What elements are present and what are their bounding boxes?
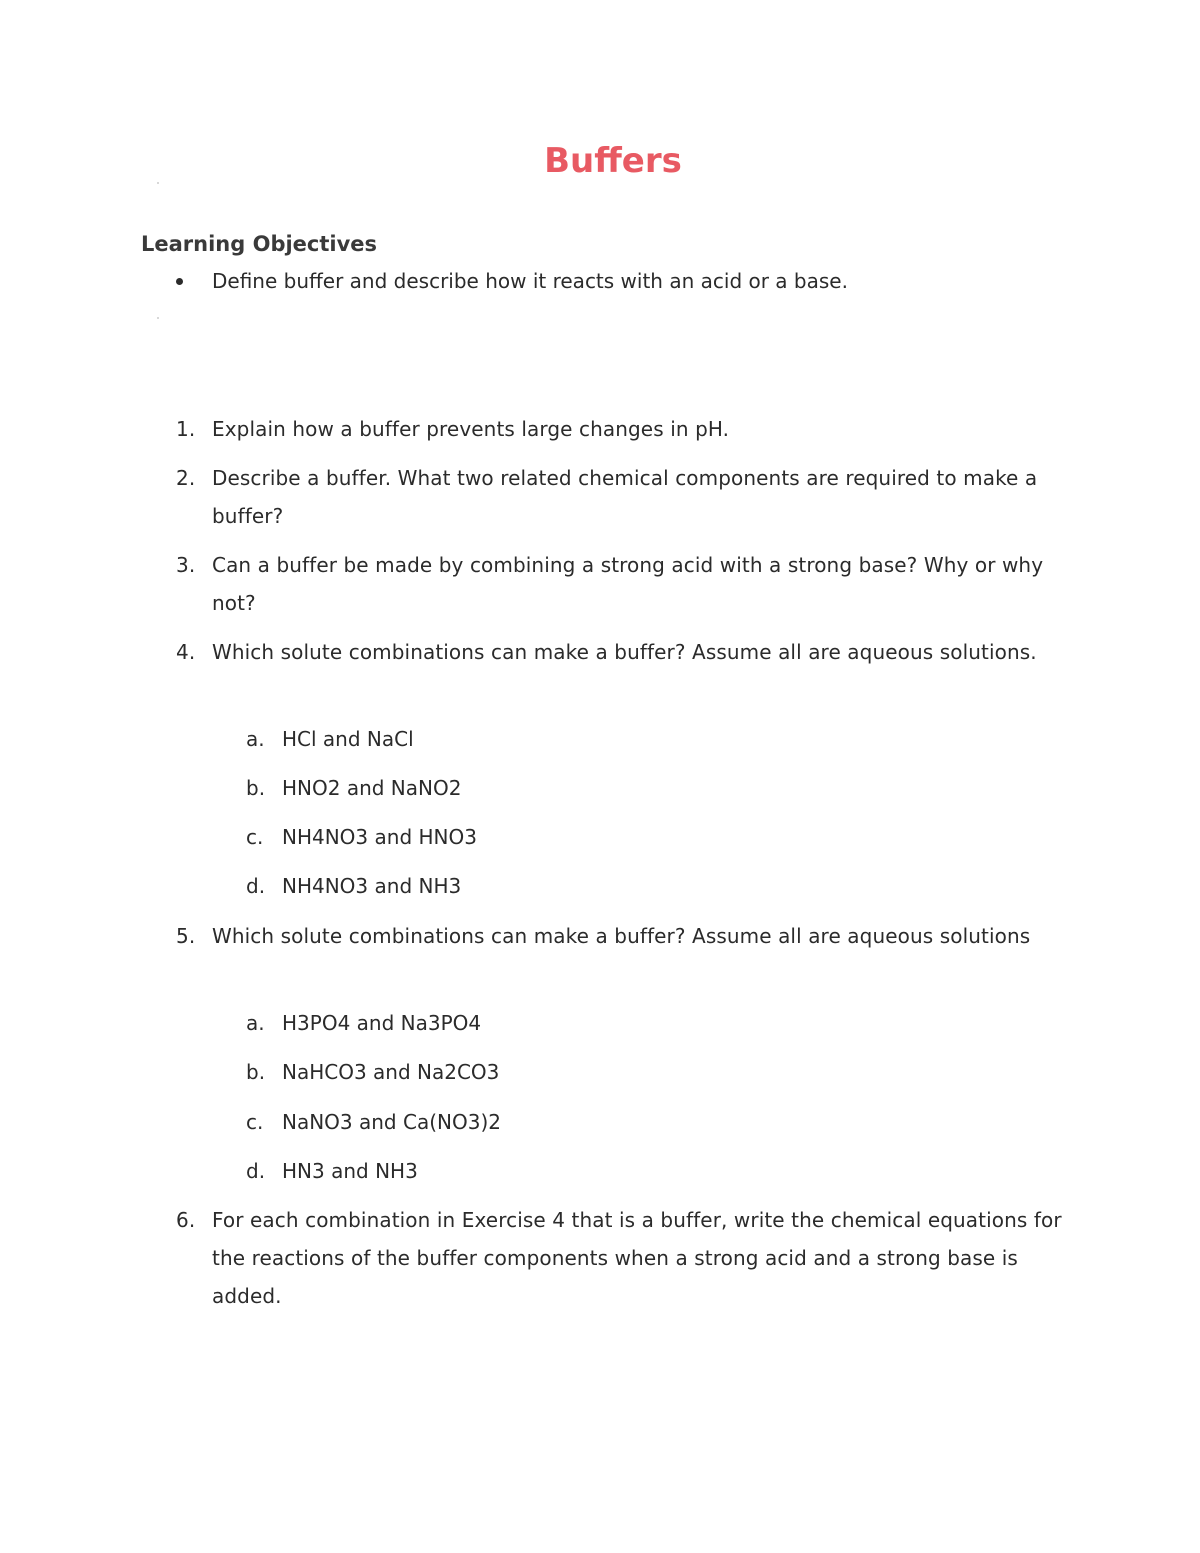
stray-mark bbox=[157, 182, 159, 184]
option-text: HCl and NaCl bbox=[282, 727, 414, 751]
question-number: 4. bbox=[176, 640, 196, 664]
option-text: HNO2 and NaNO2 bbox=[282, 776, 462, 800]
question-number: 1. bbox=[176, 417, 196, 441]
objective-text: Define buffer and describe how it reacts with an acid or a base. bbox=[212, 269, 848, 293]
question-3 bbox=[176, 546, 1066, 622]
question-text: For each combination in Exercise 4 that is a buffer, write the chemical equations for the reactions of the buffer components when a strong acid and a strong base is added. bbox=[212, 1208, 1062, 1308]
question-2 bbox=[176, 459, 1066, 535]
stray-mark bbox=[157, 317, 159, 319]
option-letter: a. bbox=[246, 727, 265, 751]
question-text: Can a buffer be made by combining a strong acid with a strong base? Why or why not? bbox=[212, 553, 1044, 615]
question-number: 3. bbox=[176, 553, 196, 577]
question-5 bbox=[176, 917, 1066, 955]
option-text: NaHCO3 and Na2CO3 bbox=[282, 1060, 500, 1084]
question-6 bbox=[176, 1201, 1066, 1315]
option-text: NH4NO3 and HNO3 bbox=[282, 825, 477, 849]
question-text: Describe a buffer. What two related chemical components are required to make a buffer? bbox=[212, 466, 1038, 528]
option-letter: c. bbox=[246, 825, 264, 849]
question-number: 6. bbox=[176, 1208, 196, 1232]
option-letter: a. bbox=[246, 1011, 265, 1035]
option-text: HN3 and NH3 bbox=[282, 1159, 418, 1183]
question-text: Explain how a buffer prevents large changes in pH. bbox=[212, 417, 730, 441]
question-number: 2. bbox=[176, 466, 196, 490]
page-title: Buffers bbox=[544, 141, 682, 181]
option-letter: b. bbox=[246, 776, 266, 800]
option-letter: c. bbox=[246, 1110, 264, 1134]
option-letter: b. bbox=[246, 1060, 266, 1084]
option-text: NH4NO3 and NH3 bbox=[282, 874, 462, 898]
question-number: 5. bbox=[176, 924, 196, 948]
question-4 bbox=[176, 633, 1066, 671]
option-letter: d. bbox=[246, 874, 266, 898]
option-letter: d. bbox=[246, 1159, 266, 1183]
learning-objectives-heading: Learning Objectives bbox=[141, 232, 378, 256]
question-1 bbox=[176, 410, 1066, 448]
question-text: Which solute combinations can make a buffer? Assume all are aqueous solutions bbox=[212, 924, 1031, 948]
question-text: Which solute combinations can make a buffer? Assume all are aqueous solutions. bbox=[212, 640, 1037, 664]
option-text: H3PO4 and Na3PO4 bbox=[282, 1011, 482, 1035]
option-text: NaNO3 and Ca(NO3)2 bbox=[282, 1110, 501, 1134]
